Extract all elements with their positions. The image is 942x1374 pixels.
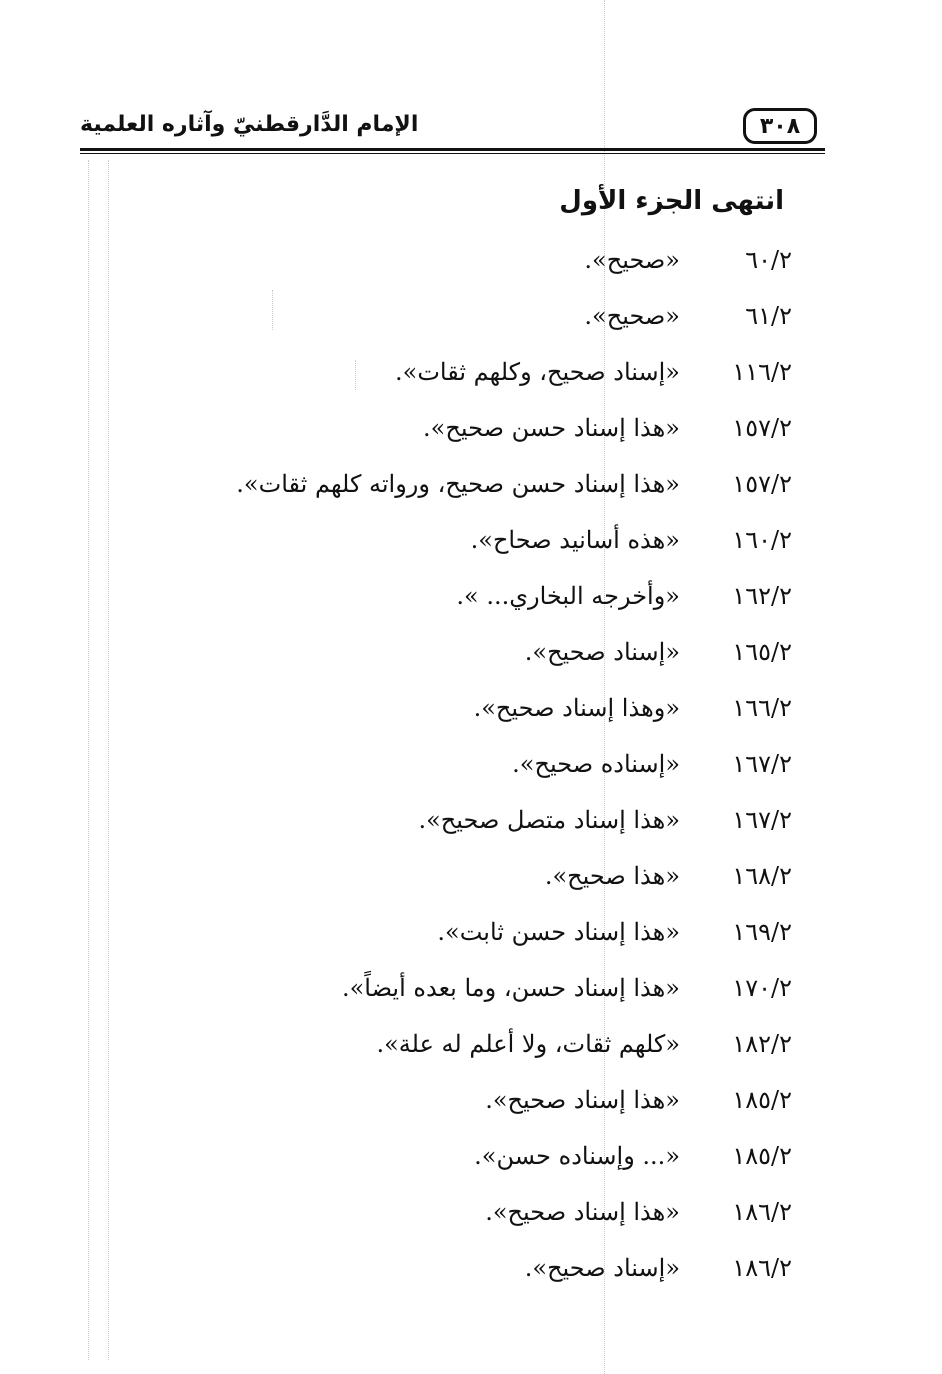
entry-reference: ١٦٢/٢	[732, 582, 792, 610]
running-header-title: الإمام الدَّارقطنيّ وآثاره العلمية	[80, 112, 419, 137]
entry-reference: ١٧٠/٢	[732, 974, 792, 1002]
entry-quote: «هذا إسناد حسن، وما بعده أيضاً».	[341, 974, 680, 1002]
entry-quote: «هذا إسناد صحيح».	[485, 1086, 680, 1114]
entry-quote: «إسناد صحيح، وكلهم ثقات».	[395, 358, 680, 386]
list-item	[92, 688, 792, 744]
entry-reference: ١٦٨/٢	[732, 862, 792, 890]
entry-quote: «هذه أسانيد صحاح».	[470, 526, 680, 554]
list-item	[92, 1024, 792, 1080]
entry-quote: «إسناد صحيح».	[524, 1254, 680, 1282]
list-item	[92, 240, 792, 296]
list-item	[92, 1080, 792, 1136]
entry-quote: «صحيح».	[584, 302, 680, 330]
list-item	[92, 576, 792, 632]
entry-quote: «إسناده صحيح».	[512, 750, 680, 778]
page-number: ٣٠٨	[743, 108, 817, 144]
list-item	[92, 408, 792, 464]
entry-quote: «هذا إسناد حسن صحيح، ورواته كلهم ثقات».	[236, 470, 680, 498]
list-item	[92, 520, 792, 576]
entry-reference: ١٥٧/٢	[732, 414, 792, 442]
scan-artifact-line	[88, 160, 89, 1360]
entry-quote: «إسناد صحيح».	[524, 638, 680, 666]
list-item	[92, 856, 792, 912]
list-item	[92, 1192, 792, 1248]
list-item	[92, 1248, 792, 1304]
entry-reference: ١٨٥/٢	[732, 1142, 792, 1170]
entry-reference: ١٦٩/٢	[732, 918, 792, 946]
entry-list	[92, 240, 792, 1304]
list-item	[92, 800, 792, 856]
entry-reference: ٦١/٢	[745, 302, 792, 330]
entry-reference: ١٦٧/٢	[732, 750, 792, 778]
entry-quote: «هذا إسناد صحيح».	[485, 1198, 680, 1226]
list-item	[92, 968, 792, 1024]
list-item	[92, 744, 792, 800]
entry-reference: ١٨٦/٢	[732, 1198, 792, 1226]
entry-reference: ٦٠/٢	[745, 246, 792, 274]
end-of-volume-heading: انتهى الجزء الأول	[559, 186, 784, 216]
entry-quote: «... وإسناده حسن».	[474, 1142, 680, 1170]
entry-reference: ١٨٦/٢	[732, 1254, 792, 1282]
list-item	[92, 632, 792, 688]
entry-reference: ١٨٥/٢	[732, 1086, 792, 1114]
list-item	[92, 352, 792, 408]
entry-quote: «وأخرجه البخاري... ».	[456, 582, 680, 610]
entry-quote: «وهذا إسناد صحيح».	[473, 694, 680, 722]
entry-reference: ١٨٢/٢	[732, 1030, 792, 1058]
list-item	[92, 464, 792, 520]
entry-reference: ١٦٠/٢	[732, 526, 792, 554]
entry-quote: «هذا إسناد متصل صحيح».	[418, 806, 680, 834]
list-item	[92, 296, 792, 352]
entry-quote: «هذا صحيح».	[544, 862, 680, 890]
entry-reference: ١٦٦/٢	[732, 694, 792, 722]
entry-quote: «هذا إسناد حسن ثابت».	[437, 918, 680, 946]
list-item	[92, 912, 792, 968]
entry-reference: ١٦٧/٢	[732, 806, 792, 834]
header-rule-thin	[80, 153, 825, 154]
entry-reference: ١١٦/٢	[732, 358, 792, 386]
entry-reference: ١٥٧/٢	[732, 470, 792, 498]
header-rule-thick	[80, 148, 825, 151]
list-item	[92, 1136, 792, 1192]
running-header	[80, 108, 825, 148]
entry-quote: «صحيح».	[584, 246, 680, 274]
entry-quote: «هذا إسناد حسن صحيح».	[423, 414, 680, 442]
entry-quote: «كلهم ثقات، ولا أعلم له علة».	[376, 1030, 680, 1058]
entry-reference: ١٦٥/٢	[732, 638, 792, 666]
